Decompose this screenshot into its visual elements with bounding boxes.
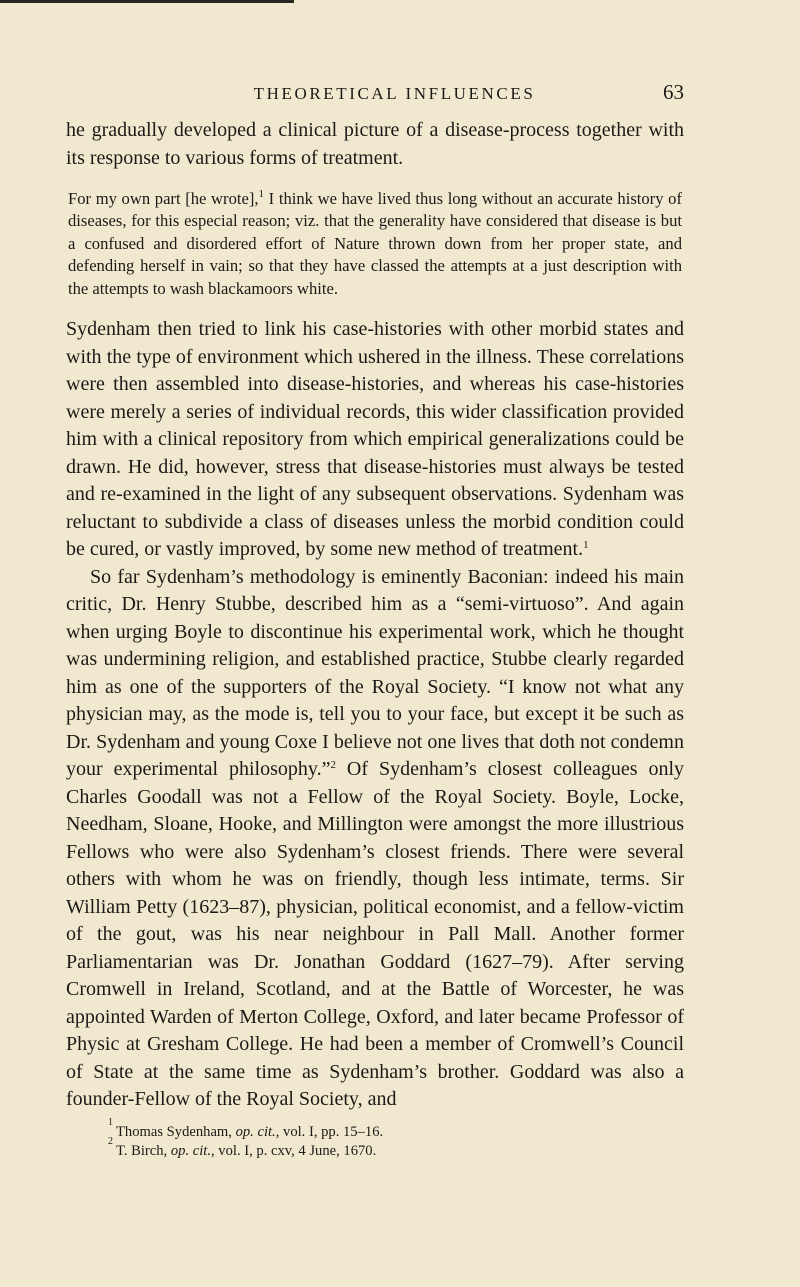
footnote-text xyxy=(116,1123,383,1142)
footnote xyxy=(108,1135,684,1161)
footnote-ref-2: 2 xyxy=(330,759,336,772)
footnotes xyxy=(66,1116,684,1161)
paragraph-3-text-after-ref: Of Sydenham’s closest colleagues only Charles Goodall was not a Fellow of the Royal Society. Boyle, Locke, Needham, Sloane, Hooke, and Millington were amongst the more illustrious Fellows who were also Sydenham’s closest friends. There were several others with whom he was on friendly, though less intimate, terms. Sir William Petty (1623–87), physician, political economist, and a fellow-victim of the gout, was his near neighbour in Pall Mall. Another former Parliamentarian was Dr. Jonathan Goddard (1627–79). After serving Cromwell in Ireland, Scotland, and at the Battle of Worcester, he was appointed Warden of Merton College, Oxford, and later became Professor of Physic at Gresham College. He had been a member of Cromwell’s Council of State at the same time as Sydenham’s brother. Goddard was also a founder-Fellow of the Royal Society, and xyxy=(66,758,685,1111)
footnote-author: Thomas Sydenham, xyxy=(116,1123,236,1140)
lead-paragraph: he gradually developed a clinical picture of a disease-process together with its response to various forms of treatment. xyxy=(66,119,684,169)
body-paragraph-2 xyxy=(66,316,684,564)
footnote xyxy=(108,1116,684,1142)
footnote-cite: op. cit. xyxy=(235,1123,276,1140)
footnote-mark: 2 xyxy=(108,1135,113,1147)
book-page xyxy=(66,80,684,1161)
body-paragraph-3 xyxy=(66,564,684,1114)
footnote-ref-1b: 1 xyxy=(583,539,589,552)
running-head xyxy=(66,80,684,114)
quote-text-after-ref: I think we have lived thus long without an accurate history of diseases, for this especial reason; viz. that the generality have considered that disease is but a confused and disordered effort of Nature thrown down from her proper state, and defending herself in vain; so that they have classed the attempts at a just description with the attempts to wash blackamoors white. xyxy=(68,189,682,298)
footnote-cite: op. cit. xyxy=(170,1142,211,1159)
top-rule xyxy=(0,0,294,3)
paragraph-2-text: Sydenham then tried to link his case-histories with other morbid states and with the type of environment which ushered in the illness. These correlations were then assembled into disease-histories, and whereas his case-histories were merely a series of individual records, this wider classification provided him with a clinical repository from which empirical generalizations could be drawn. He did, however, stress that disease-histories must always be tested and re-examined in the light of any subsequent observations. Sydenham was reluctant to subdivide a class of diseases unless the morbid condition could be cured, or vastly improved, by some new method of treatment. xyxy=(66,318,684,561)
footnote-text xyxy=(116,1142,376,1161)
quote-text-before-ref: For my own part [he wrote], xyxy=(68,189,259,208)
footnote-mark: 1 xyxy=(108,1116,113,1128)
footnote-location: , vol. I, p. cxv, 4 June, 1670. xyxy=(211,1142,377,1159)
footnote-location: , vol. I, pp. 15–16. xyxy=(275,1123,384,1140)
footnote-author: T. Birch, xyxy=(116,1142,171,1159)
paragraph-3-text-before-ref: So far Sydenham’s methodology is eminently Baconian: indeed his main critic, Dr. Henry Stubbe, described him as a “semi-virtuoso”. And again when urging Boyle to discontinue his experimental work, which he thought was undermining religion, and established practice, Stubbe clearly regarded him as one of the supporters of the Royal Society. “I know not what any physician may, as the mode is, tell you to your face, but except it be such as Dr. Sydenham and young Coxe I believe not one lives that doth not condemn your experimental philosophy.” xyxy=(66,565,684,781)
block-quote xyxy=(68,188,682,300)
page-number: 63 xyxy=(663,80,684,104)
footnote-ref-1: 1 xyxy=(258,188,265,200)
running-head-title: THEORETICAL INFLUENCES xyxy=(253,84,536,103)
